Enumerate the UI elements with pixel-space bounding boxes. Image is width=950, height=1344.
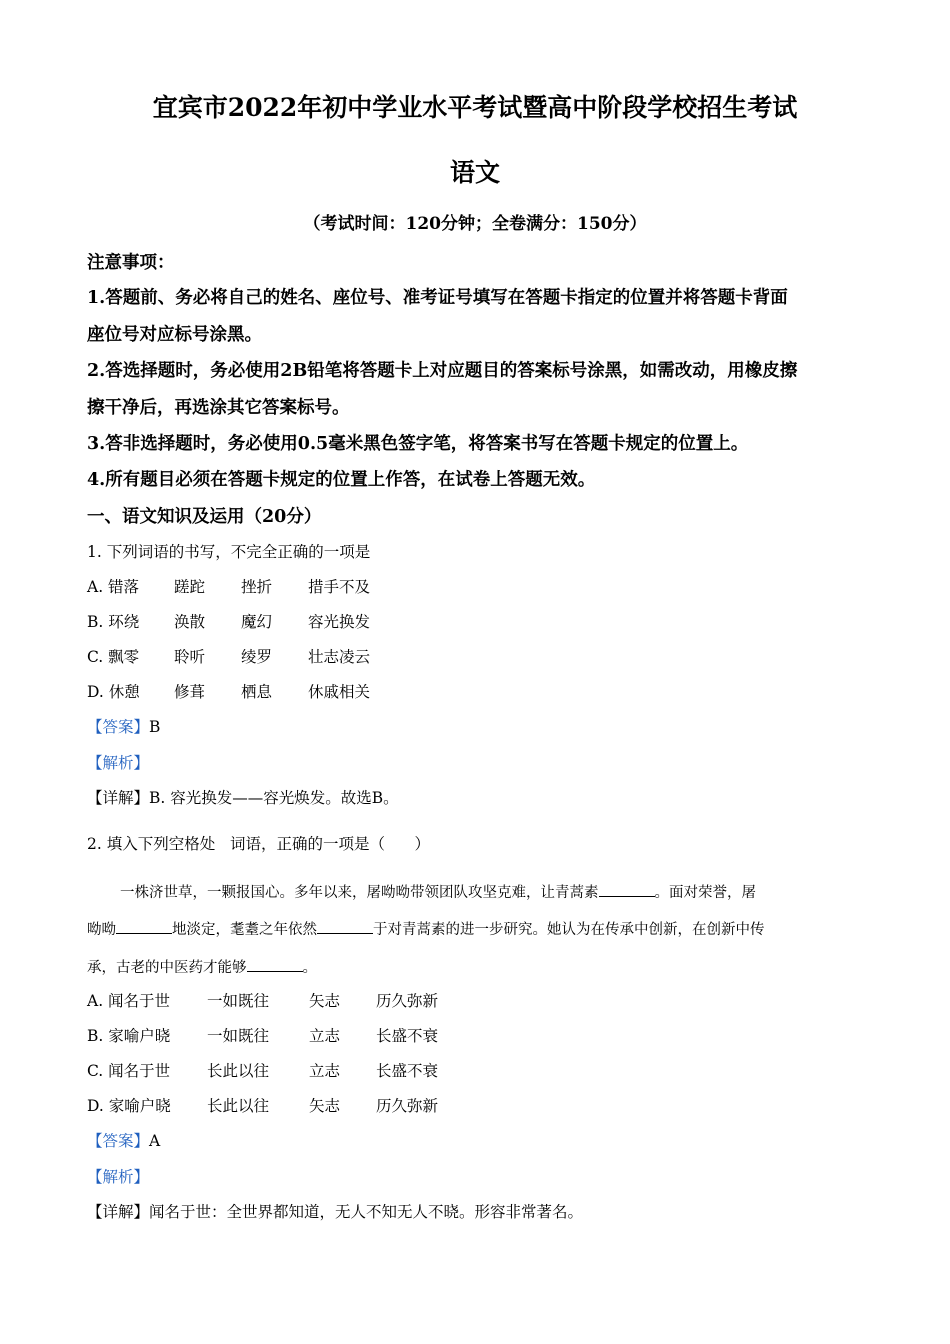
answer-tag: 【答案】 (87, 1132, 150, 1150)
detail-text: B. 容光换发——容光焕发。故选B。 (149, 789, 399, 807)
exam-info: （考试时间：120分钟；全卷满分：150分） (303, 214, 647, 234)
q1-option-c[interactable]: C. 飘零 聆听 绫罗 壮志凌云 (87, 648, 371, 666)
q2-answer (87, 1129, 160, 1151)
q2-stem: 2. 填入下列空格处 词语，正确的一项是（ ） (87, 835, 431, 853)
exam-title: 宜宾市2022年初中学业水平考试暨高中阶段学校招生考试 (152, 93, 798, 122)
note-2-line-1: 2.答选择题时，务必使用2B铅笔将答题卡上对应题目的答案标号涂黑，如需改动，用橡皮擦 (87, 361, 798, 381)
note-1-line-2: 座位号对应标号涂黑。 (87, 325, 262, 345)
fill-blank-1[interactable] (599, 881, 655, 897)
q2-analysis-tag: 【解析】 (87, 1168, 150, 1186)
notes-heading: 注意事项： (87, 253, 175, 273)
q1-analysis-tag: 【解析】 (87, 754, 150, 772)
note-1-line-1: 1.答题前、务必将自己的姓名、座位号、准考证号填写在答题卡指定的位置并将答题卡背面 (87, 288, 788, 308)
section-heading: 一、语文知识及运用（20分） (87, 507, 322, 527)
detail-text: 闻名于世：全世界都知道，无人不知无人不晓。形容非常著名。 (149, 1203, 584, 1221)
q2-option-c[interactable]: C. 闻名于世 长此以往 立志 长盛不衰 (87, 1062, 439, 1080)
q2-option-b[interactable]: B. 家喻户晓 一如既往 立志 长盛不衰 (87, 1027, 439, 1045)
passage-line-3: 承，古老的中医药才能够 。 (87, 956, 317, 977)
q1-option-a[interactable]: A. 错落 蹉跎 挫折 措手不及 (87, 578, 371, 596)
q2-option-a[interactable]: A. 闻名于世 一如既往 矢志 历久弥新 (87, 992, 439, 1010)
q1-detail (87, 786, 399, 808)
answer-tag: 【答案】 (87, 718, 150, 736)
fill-blank-3[interactable] (317, 918, 373, 934)
note-3: 3.答非选择题时，务必使用0.5毫米黑色签字笔，将答案书写在答题卡规定的位置上。 (87, 434, 749, 454)
q2-detail (87, 1200, 583, 1222)
answer-value: B (149, 718, 161, 736)
detail-tag: 【详解】 (87, 789, 150, 807)
q1-option-b[interactable]: B. 环绕 涣散 魔幻 容光换发 (87, 613, 371, 631)
note-2-line-2: 擦干净后，再选涂其它答案标号。 (87, 398, 350, 418)
q1-stem: 1. 下列词语的书写，不完全正确的一项是 (87, 543, 371, 561)
q1-option-d[interactable]: D. 休憩 修葺 栖息 休戚相关 (87, 683, 371, 701)
subject-title: 语文 (449, 158, 500, 187)
fill-blank-2[interactable] (116, 918, 172, 934)
q1-answer (87, 715, 160, 737)
q2-option-d[interactable]: D. 家喻户晓 长此以往 矢志 历久弥新 (87, 1097, 439, 1115)
passage-line-1: 一株济世草，一颗报国心。多年以来，屠呦呦带领团队攻坚克难，让青蒿素 。面对荣誉，屠 (120, 881, 756, 902)
fill-blank-4[interactable] (247, 956, 303, 972)
passage-line-2: 呦呦 地淡定，耄耋之年依然 于对青蒿素的进一步研究。她认为在传承中创新，在创新中传 (87, 918, 765, 939)
note-4: 4.所有题目必须在答题卡规定的位置上作答，在试卷上答题无效。 (87, 470, 596, 490)
answer-value: A (149, 1132, 161, 1150)
detail-tag: 【详解】 (87, 1203, 150, 1221)
